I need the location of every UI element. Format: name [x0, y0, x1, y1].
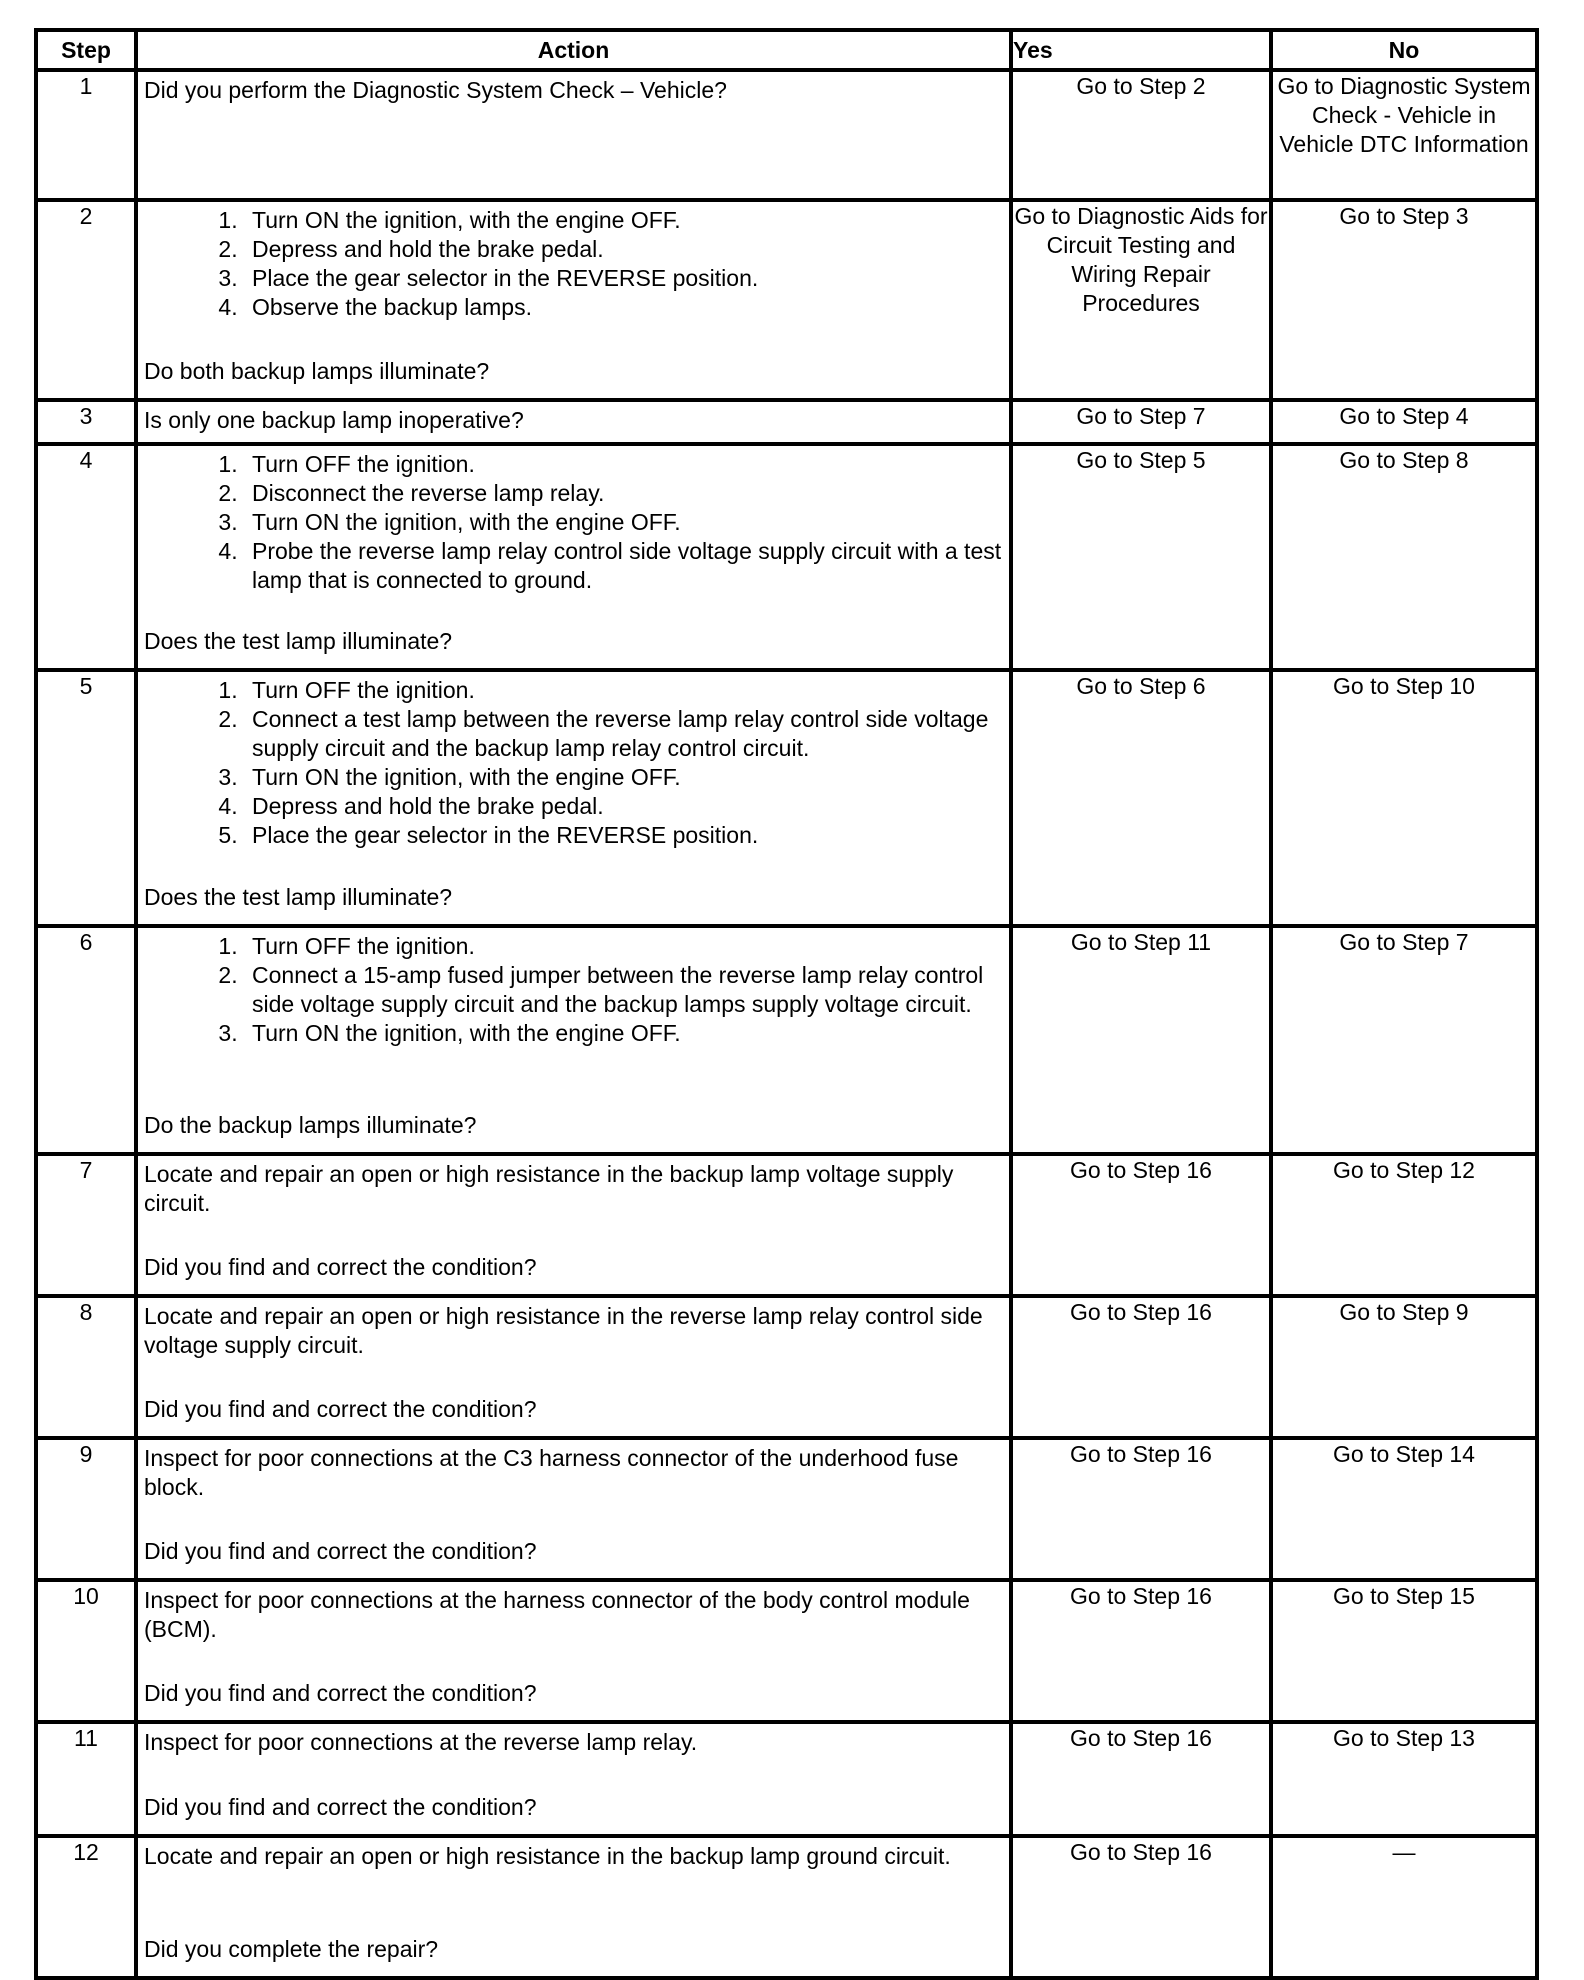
action-question: Did you find and correct the condition?: [144, 1680, 537, 1706]
no-result: Go to Step 8: [1271, 444, 1537, 670]
action-instructions: [144, 1160, 1003, 1218]
action-question: Does the test lamp illuminate?: [144, 884, 453, 910]
action-instructions: [144, 676, 1003, 850]
action-content: [138, 1838, 1009, 1968]
procedure-step: 4. Probe the reverse lamp relay control side voltage supply circuit with a test lamp that is connected to ground.: [244, 537, 1003, 595]
procedure-step: 4. Observe the backup lamps.: [244, 293, 1003, 322]
procedure-step: 2. Depress and hold the brake pedal.: [244, 235, 1003, 264]
procedure-step: 3. Place the gear selector in the REVERSE position.: [244, 264, 1003, 293]
action-cell: [136, 444, 1011, 670]
action-content: [138, 446, 1009, 660]
header-row: [36, 30, 1537, 70]
table-row: [36, 926, 1537, 1154]
action-content: [138, 1440, 1009, 1570]
procedure-list: [144, 450, 1003, 595]
procedure-step: 3. Turn ON the ignition, with the engine OFF.: [244, 1019, 1003, 1048]
procedure-step: 2. Connect a 15-amp fused jumper between the reverse lamp relay control side voltage supply circuit and the backup lamps supply voltage circuit.: [244, 961, 1003, 1019]
yes-result: Go to Diagnostic Aids for Circuit Testing and Wiring Repair Procedures: [1011, 200, 1271, 400]
step-number: 5: [36, 670, 136, 926]
table-row: [36, 1438, 1537, 1580]
action-question: Did you find and correct the condition?: [144, 1396, 537, 1422]
table-row: [36, 400, 1537, 444]
action-instructions: [144, 1586, 1003, 1644]
action-cell: [136, 1296, 1011, 1438]
action-text: Locate and repair an open or high resistance in the reverse lamp relay control side voltage supply circuit.: [144, 1303, 983, 1358]
procedure-step: 1. Turn OFF the ignition.: [244, 932, 1003, 961]
table-row: [36, 1580, 1537, 1722]
action-cell: [136, 400, 1011, 444]
yes-result: Go to Step 16: [1011, 1580, 1271, 1722]
header-no: No: [1271, 30, 1537, 70]
action-instructions: [144, 1842, 1003, 1871]
step-number: 2: [36, 200, 136, 400]
step-number: 3: [36, 400, 136, 444]
action-cell: [136, 1438, 1011, 1580]
action-content: [138, 928, 1009, 1144]
table-row: [36, 1154, 1537, 1296]
action-text: Inspect for poor connections at the harness connector of the body control module (BCM).: [144, 1587, 970, 1642]
step-number: 9: [36, 1438, 136, 1580]
action-instructions: [144, 76, 1003, 105]
no-result: Go to Step 4: [1271, 400, 1537, 444]
action-text: Locate and repair an open or high resistance in the backup lamp ground circuit.: [144, 1843, 951, 1869]
step-number: 11: [36, 1722, 136, 1836]
step-number: 4: [36, 444, 136, 670]
action-instructions: [144, 932, 1003, 1048]
yes-result: Go to Step 16: [1011, 1154, 1271, 1296]
action-content: [138, 672, 1009, 916]
action-question: Did you complete the repair?: [144, 1936, 439, 1962]
table-row: [36, 1296, 1537, 1438]
action-content: [138, 1582, 1009, 1712]
action-text: Locate and repair an open or high resistance in the backup lamp voltage supply circuit.: [144, 1161, 954, 1216]
yes-result: Go to Step 16: [1011, 1836, 1271, 1978]
yes-result: Go to Step 2: [1011, 70, 1271, 200]
no-result: Go to Step 14: [1271, 1438, 1537, 1580]
action-text: Inspect for poor connections at the C3 harness connector of the underhood fuse block.: [144, 1445, 959, 1500]
procedure-list: [144, 676, 1003, 850]
action-question: Did you find and correct the condition?: [144, 1538, 537, 1564]
action-text: Is only one backup lamp inoperative?: [144, 407, 524, 433]
header-yes: Yes: [1011, 30, 1271, 70]
no-result: Go to Step 9: [1271, 1296, 1537, 1438]
action-cell: [136, 70, 1011, 200]
action-question: Do the backup lamps illuminate?: [144, 1112, 477, 1138]
procedure-step: 3. Turn ON the ignition, with the engine OFF.: [244, 508, 1003, 537]
action-content: [138, 1298, 1009, 1428]
procedure-step: 5. Place the gear selector in the REVERSE position.: [244, 821, 1003, 850]
yes-result: Go to Step 5: [1011, 444, 1271, 670]
procedure-step: 4. Depress and hold the brake pedal.: [244, 792, 1003, 821]
action-cell: [136, 1154, 1011, 1296]
action-cell: [136, 926, 1011, 1154]
action-content: [138, 1724, 1009, 1826]
yes-result: Go to Step 11: [1011, 926, 1271, 1154]
step-number: 8: [36, 1296, 136, 1438]
no-result: Go to Step 10: [1271, 670, 1537, 926]
action-cell: [136, 1722, 1011, 1836]
action-cell: [136, 670, 1011, 926]
yes-result: Go to Step 16: [1011, 1296, 1271, 1438]
yes-result: Go to Step 16: [1011, 1438, 1271, 1580]
procedure-step: 1. Turn ON the ignition, with the engine OFF.: [244, 206, 1003, 235]
procedure-step: 1. Turn OFF the ignition.: [244, 676, 1003, 705]
action-question: Did you find and correct the condition?: [144, 1794, 537, 1820]
action-text: Inspect for poor connections at the reverse lamp relay.: [144, 1729, 698, 1755]
table-row: [36, 70, 1537, 200]
action-question: Does the test lamp illuminate?: [144, 628, 453, 654]
header-action: Action: [136, 30, 1011, 70]
step-number: 12: [36, 1836, 136, 1978]
action-instructions: [144, 1444, 1003, 1502]
procedure-step: 3. Turn ON the ignition, with the engine OFF.: [244, 763, 1003, 792]
action-instructions: [144, 1302, 1003, 1360]
table-row: [36, 1836, 1537, 1978]
action-content: [138, 202, 1009, 390]
no-result: Go to Diagnostic System Check - Vehicle in Vehicle DTC Information: [1271, 70, 1537, 200]
yes-result: Go to Step 6: [1011, 670, 1271, 926]
action-content: [138, 402, 1009, 434]
action-cell: [136, 1836, 1011, 1978]
procedure-step: 1. Turn OFF the ignition.: [244, 450, 1003, 479]
table-body: [36, 70, 1537, 1978]
diagnostic-table: [34, 28, 1539, 1980]
table-row: [36, 444, 1537, 670]
action-question: Do both backup lamps illuminate?: [144, 358, 490, 384]
action-content: [138, 72, 1009, 190]
procedure-step: 2. Connect a test lamp between the reverse lamp relay control side voltage supply circuit and the backup lamp relay control circuit.: [244, 705, 1003, 763]
no-result: —: [1271, 1836, 1537, 1978]
action-question: Did you find and correct the condition?: [144, 1254, 537, 1280]
step-number: 1: [36, 70, 136, 200]
action-instructions: [144, 1728, 1003, 1757]
step-number: 10: [36, 1580, 136, 1722]
table-row: [36, 670, 1537, 926]
step-number: 6: [36, 926, 136, 1154]
yes-result: Go to Step 16: [1011, 1722, 1271, 1836]
table-row: [36, 1722, 1537, 1836]
action-instructions: [144, 406, 1003, 435]
table-row: [36, 200, 1537, 400]
header-step: Step: [36, 30, 136, 70]
action-cell: [136, 200, 1011, 400]
no-result: Go to Step 15: [1271, 1580, 1537, 1722]
action-instructions: [144, 450, 1003, 595]
no-result: Go to Step 12: [1271, 1154, 1537, 1296]
procedure-list: [144, 206, 1003, 322]
action-cell: [136, 1580, 1011, 1722]
action-content: [138, 1156, 1009, 1286]
no-result: Go to Step 3: [1271, 200, 1537, 400]
procedure-list: [144, 932, 1003, 1048]
step-number: 7: [36, 1154, 136, 1296]
action-text: Did you perform the Diagnostic System Check – Vehicle?: [144, 77, 727, 103]
procedure-step: 2. Disconnect the reverse lamp relay.: [244, 479, 1003, 508]
no-result: Go to Step 7: [1271, 926, 1537, 1154]
action-instructions: [144, 206, 1003, 322]
no-result: Go to Step 13: [1271, 1722, 1537, 1836]
yes-result: Go to Step 7: [1011, 400, 1271, 444]
